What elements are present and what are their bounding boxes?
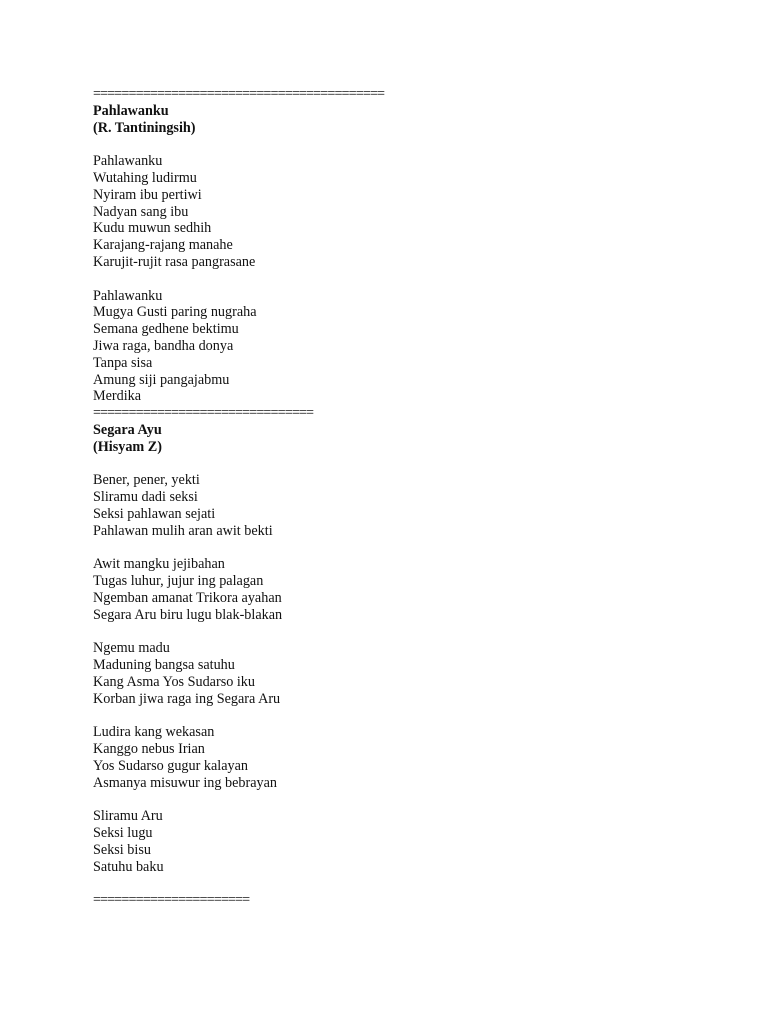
poem-line: Mugya Gusti paring nugraha <box>93 304 257 321</box>
poem-line: Nyiram ibu pertiwi <box>93 186 202 203</box>
poem-line: Asmanya misuwur ing bebrayan <box>93 774 278 791</box>
poem-line: Maduning bangsa satuhu <box>93 657 235 674</box>
poem-line: Ngemu madu <box>93 640 170 657</box>
poem-line: Kang Asma Yos Sudarso iku <box>93 673 255 690</box>
poem-author: (R. Tantiningsih) <box>93 119 196 136</box>
poem-line: Seksi lugu <box>93 825 153 842</box>
poem-pahlawanku <box>93 86 733 405</box>
poem-line: Korban jiwa raga ing Segara Aru <box>93 690 281 707</box>
poem-line: Yos Sudarso gugur kalayan <box>93 757 249 774</box>
poem-line: Sliramu Aru <box>93 808 163 825</box>
poem-segara-ayu <box>93 405 733 875</box>
poem-line: Seksi bisu <box>93 841 151 858</box>
poem-title: Segara Ayu <box>93 421 162 438</box>
poem-line: Pahlawan mulih aran awit bekti <box>93 522 273 539</box>
stanza <box>93 153 733 271</box>
poem-line: Pahlawanku <box>93 153 163 170</box>
stanza <box>93 288 733 406</box>
stanza <box>93 640 733 707</box>
stanza <box>93 472 733 539</box>
poem-line: Karajang-rajang manahe <box>93 237 233 254</box>
poem-line: Seksi pahlawan sejati <box>93 505 216 522</box>
poem-line: Bener, pener, yekti <box>93 472 200 489</box>
poem-line: Wutahing ludirmu <box>93 169 197 186</box>
stanza <box>93 556 733 623</box>
poem-title: Pahlawanku <box>93 102 169 119</box>
poem-line: Kudu muwun sedhih <box>93 220 212 237</box>
poem-line: Merdika <box>93 388 142 405</box>
poem-line: Ngemban amanat Trikora ayahan <box>93 589 282 606</box>
poem-line: Amung siji pangajabmu <box>93 371 230 388</box>
stanza <box>93 724 733 791</box>
stanza <box>93 808 733 875</box>
poem-line: Pahlawanku <box>93 287 163 304</box>
poem-line: Sliramu dadi seksi <box>93 489 198 506</box>
poem-line: Semana gedhene bektimu <box>93 321 239 338</box>
divider-line: ====================== <box>93 892 250 909</box>
poem-line: Kanggo nebus Irian <box>93 741 205 758</box>
poem-author: (Hisyam Z) <box>93 438 162 455</box>
poem-line: Segara Aru biru lugu blak-blakan <box>93 606 283 623</box>
poem-line: Jiwa raga, bandha donya <box>93 337 234 354</box>
poem-line: Tugas luhur, jujur ing palagan <box>93 573 264 590</box>
divider-line: =============================== <box>93 405 314 422</box>
poem-line: Satuhu baku <box>93 858 164 875</box>
poem-line: Nadyan sang ibu <box>93 203 189 220</box>
divider-line: ========================================= <box>93 86 385 102</box>
poem-line: Ludira kang wekasan <box>93 724 215 741</box>
document-page <box>93 86 733 909</box>
poem-line: Tanpa sisa <box>93 354 153 371</box>
poem-line: Karujit-rujit rasa pangrasane <box>93 253 256 270</box>
poem-line: Awit mangku jejibahan <box>93 556 225 573</box>
